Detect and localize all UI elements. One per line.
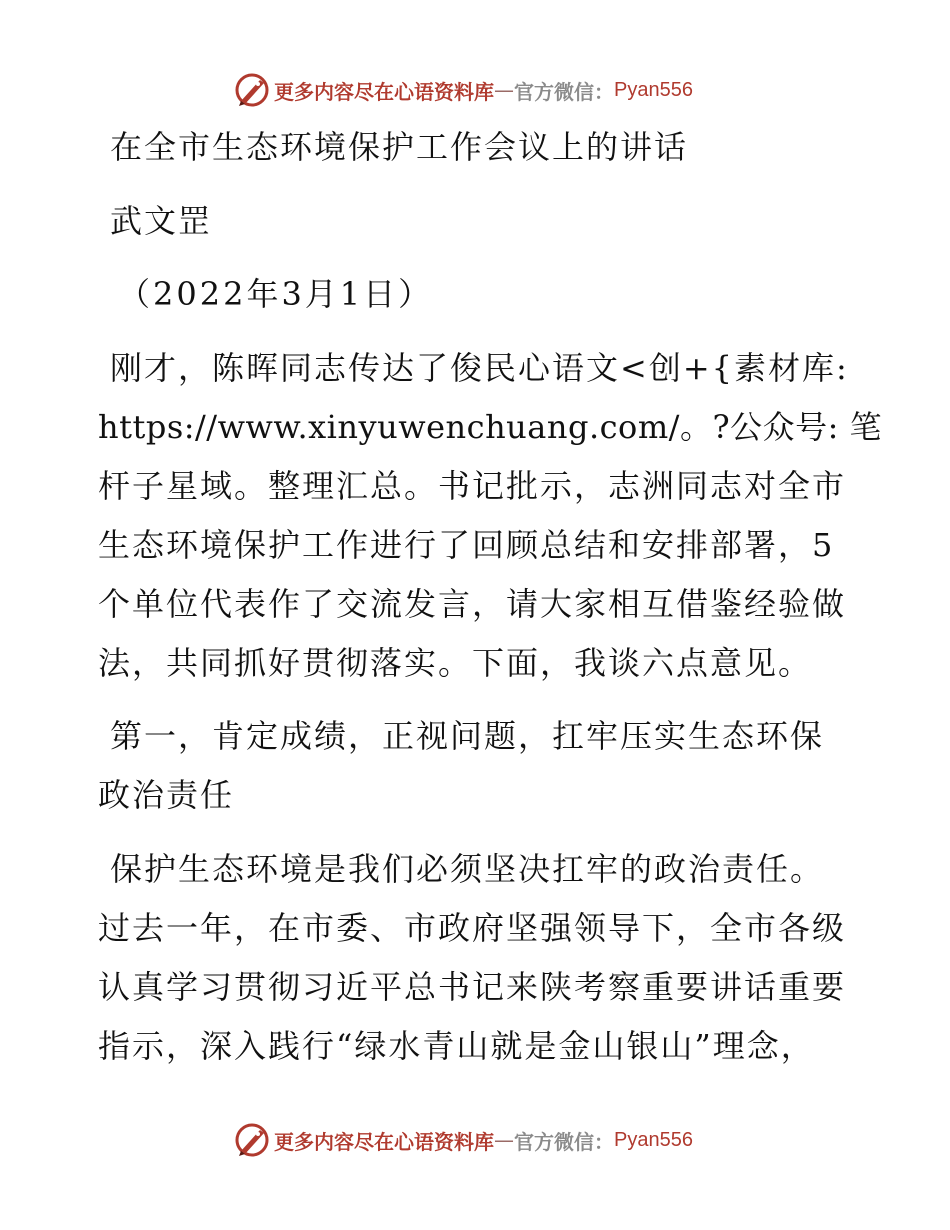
section-heading-line: 政治责任: [98, 776, 235, 814]
watermark-separator: —: [494, 78, 514, 102]
watermark-main-text: 更多内容尽在心语资料库: [274, 1129, 494, 1154]
paragraph-line: 指示，深入践行“绿水青山就是金山银山”理念，: [98, 1027, 815, 1065]
document-title: 在全市生态环境保护工作会议上的讲话: [110, 128, 689, 166]
document-author: 武文罡: [110, 202, 213, 240]
watermark-label: 官方微信：: [514, 1129, 614, 1154]
watermark-separator: —: [494, 1128, 514, 1152]
paragraph-line: 生态环境保护工作进行了回顾总结和安排部署，5: [98, 526, 835, 564]
watermark-main-text: 更多内容尽在心语资料库: [274, 79, 494, 104]
watermark-banner-bottom: [232, 1120, 712, 1160]
paragraph-line: 认真学习贯彻习近平总书记来陕考察重要讲话重要: [98, 968, 847, 1006]
paragraph-line: 杆子星域。整理汇总。书记批示，志洲同志对全市: [98, 467, 847, 505]
watermark-wechat-id: Pyan556: [614, 78, 693, 101]
paragraph-line: 法，共同抓好贯彻落实。下面，我谈六点意见。: [98, 644, 813, 682]
paragraph-line: 刚才，陈晖同志传达了俊民心语文<创+{素材库:: [110, 349, 849, 387]
watermark-label: 官方微信：: [514, 79, 614, 104]
section-heading-line: 第一，肯定成绩，正视问题，扛牢压实生态环保: [110, 717, 825, 755]
paragraph-line: 过去一年，在市委、市政府坚强领导下，全市各级: [98, 909, 847, 947]
document-date: （2022年3月1日）: [118, 275, 434, 313]
watermark-banner-top: [232, 70, 712, 110]
paragraph-line: https://www.xinyuwenchuang.com/。?公众号: 笔: [98, 408, 883, 446]
watermark-wechat-id: Pyan556: [614, 1128, 693, 1151]
pen-circle-logo-icon: [232, 70, 272, 110]
pen-circle-logo-icon: [232, 1120, 272, 1160]
paragraph-line: 个单位代表作了交流发言，请大家相互借鉴经验做: [98, 585, 847, 623]
paragraph-line: 保护生态环境是我们必须坚决扛牢的政治责任。: [110, 850, 825, 888]
